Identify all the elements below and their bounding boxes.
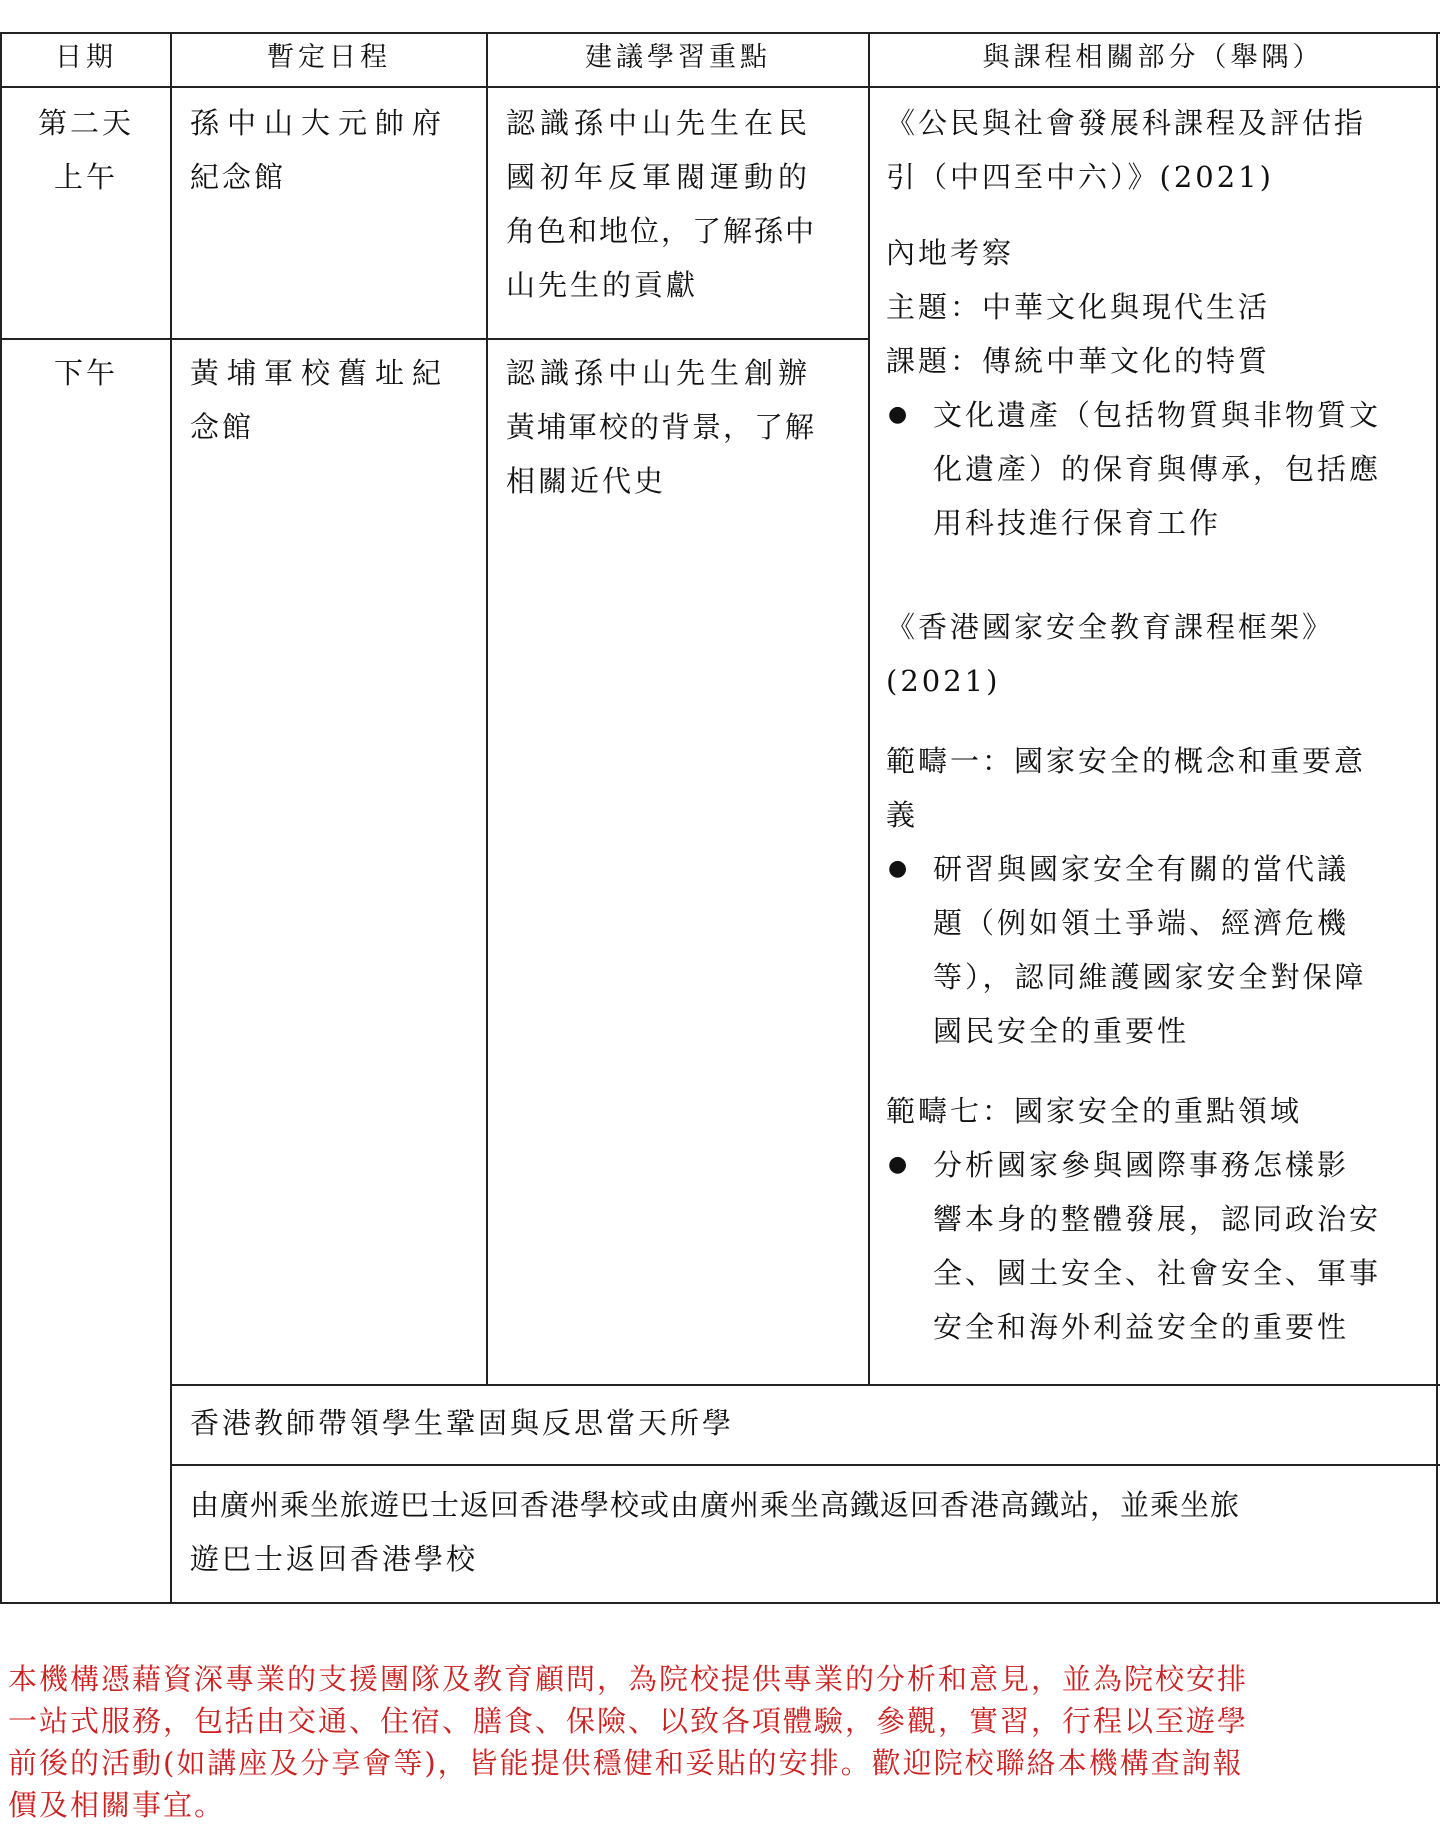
- table-border-bottom: [0, 1602, 1440, 1604]
- focus-line: 黃埔軍校的背景，了解: [506, 410, 817, 444]
- bullet-icon: ●: [888, 1152, 911, 1177]
- bullet-line: 題（例如領土爭端、經濟危機: [933, 906, 1350, 940]
- doc2-title-line: (2021): [886, 664, 1001, 698]
- header-learning-focus: 建議學習重點: [585, 42, 771, 73]
- footer-line: 本機構憑藉資深專業的支援團隊及教育顧問，為院校提供專業的分析和意見，並為院校安排: [8, 1662, 1249, 1696]
- focus-line: 相關近代史: [506, 464, 667, 498]
- row-divider-afternoon: [0, 338, 170, 340]
- focus-line: 認識孫中山先生在民: [506, 106, 813, 140]
- date-afternoon: [2, 346, 170, 400]
- doc1-topic: 課題：傳統中華文化的特質: [886, 344, 1271, 378]
- bullet-icon: ●: [888, 402, 911, 427]
- merged-row-return: [190, 1478, 1240, 1586]
- col-divider-2: [486, 32, 488, 1385]
- schedule-line: 黃埔軍校舊址紀: [190, 356, 450, 390]
- focus-line: 角色和地位，了解孫中: [506, 214, 817, 248]
- bullet-line: 全、國土安全、社會安全、軍事: [933, 1256, 1382, 1290]
- merged-line: 香港教師帶領學生鞏固與反思當天所學: [190, 1406, 735, 1440]
- row-divider-morning: [170, 338, 870, 340]
- col-divider-1: [170, 32, 172, 1604]
- bullet-line: 國民安全的重要性: [933, 1014, 1190, 1048]
- bullet-line: 用科技進行保育工作: [933, 506, 1222, 540]
- schedule-line: 念館: [190, 410, 255, 444]
- row-divider-merged-2: [170, 1464, 1440, 1466]
- itinerary-table: [0, 32, 1440, 1604]
- focus-line: 山先生的貢獻: [506, 268, 699, 302]
- footer-line: 價及相關事宜。: [8, 1788, 226, 1822]
- doc1-title-line: 引（中四至中六）》(2021): [886, 160, 1274, 194]
- header-curriculum: 與課程相關部分（舉隅）: [982, 42, 1324, 73]
- date-line: 上午: [53, 160, 118, 194]
- table-border-left: [0, 32, 2, 1604]
- doc1-bullet: [886, 388, 1432, 550]
- schedule-afternoon: [190, 346, 449, 454]
- schedule-line: 孫中山大元帥府: [190, 106, 450, 140]
- bullet-line: 等），認同維護國家安全對保障: [933, 960, 1367, 994]
- schedule-morning: [190, 96, 449, 204]
- bullet-line: 化遺產）的保育與傳承，包括應: [933, 452, 1382, 486]
- bullet-line: 文化遺產（包括物質與非物質文: [933, 398, 1382, 432]
- bullet-icon: ●: [888, 856, 911, 881]
- footer-line: 前後的活動(如講座及分享會等)，皆能提供穩健和妥貼的安排。歡迎院校聯絡本機構查詢報: [8, 1746, 1244, 1780]
- bullet-line: 分析國家參與國際事務怎樣影: [933, 1148, 1350, 1182]
- header-schedule: 暫定日程: [267, 42, 391, 73]
- date-line: 下午: [53, 356, 118, 390]
- area1-line: 範疇一：國家安全的概念和重要意: [886, 744, 1367, 778]
- table-border-right: [1436, 32, 1438, 1604]
- curriculum-cell: [886, 96, 1432, 1354]
- header-date: 日期: [55, 42, 117, 73]
- focus-morning: [506, 96, 816, 312]
- row-divider-merged-1: [170, 1384, 1440, 1386]
- schedule-line: 紀念館: [190, 160, 287, 194]
- doc2-title-line: 《香港國家安全教育課程框架》: [886, 610, 1335, 644]
- header-divider: [0, 86, 1440, 88]
- bullet-line: 響本身的整體發展，認同政治安: [933, 1202, 1382, 1236]
- area1-bullet: [886, 842, 1432, 1058]
- footer-line: 一站式服務，包括由交通、住宿、膳食、保險、以致各項體驗，參觀，實習，行程以至遊學: [8, 1704, 1249, 1738]
- focus-afternoon: [506, 346, 816, 508]
- merged-line: 由廣州乘坐旅遊巴士返回香港學校或由廣州乘坐高鐵返回香港高鐵站，並乘坐旅: [190, 1488, 1241, 1522]
- merged-line: 遊巴士返回香港學校: [190, 1542, 479, 1576]
- doc1-theme: 主題：中華文化與現代生活: [886, 290, 1271, 324]
- focus-line: 國初年反軍閥運動的: [506, 160, 813, 194]
- doc1-subtitle: 內地考察: [886, 236, 1015, 270]
- col-divider-3: [868, 32, 870, 1385]
- date-day2-morning: [2, 96, 170, 204]
- doc1-title-line: 《公民與社會發展科課程及評估指: [886, 106, 1367, 140]
- merged-row-reflection: [190, 1396, 734, 1450]
- area7-line: 範疇七：國家安全的重點領域: [886, 1094, 1303, 1128]
- date-line: 第二天: [37, 106, 134, 140]
- area7-bullet: [886, 1138, 1432, 1354]
- bullet-line: 研習與國家安全有關的當代議: [933, 852, 1350, 886]
- focus-line: 認識孫中山先生創辦: [506, 356, 813, 390]
- area1-line: 義: [886, 798, 919, 832]
- footer-notice: [8, 1658, 1434, 1826]
- bullet-line: 安全和海外利益安全的重要性: [933, 1310, 1350, 1344]
